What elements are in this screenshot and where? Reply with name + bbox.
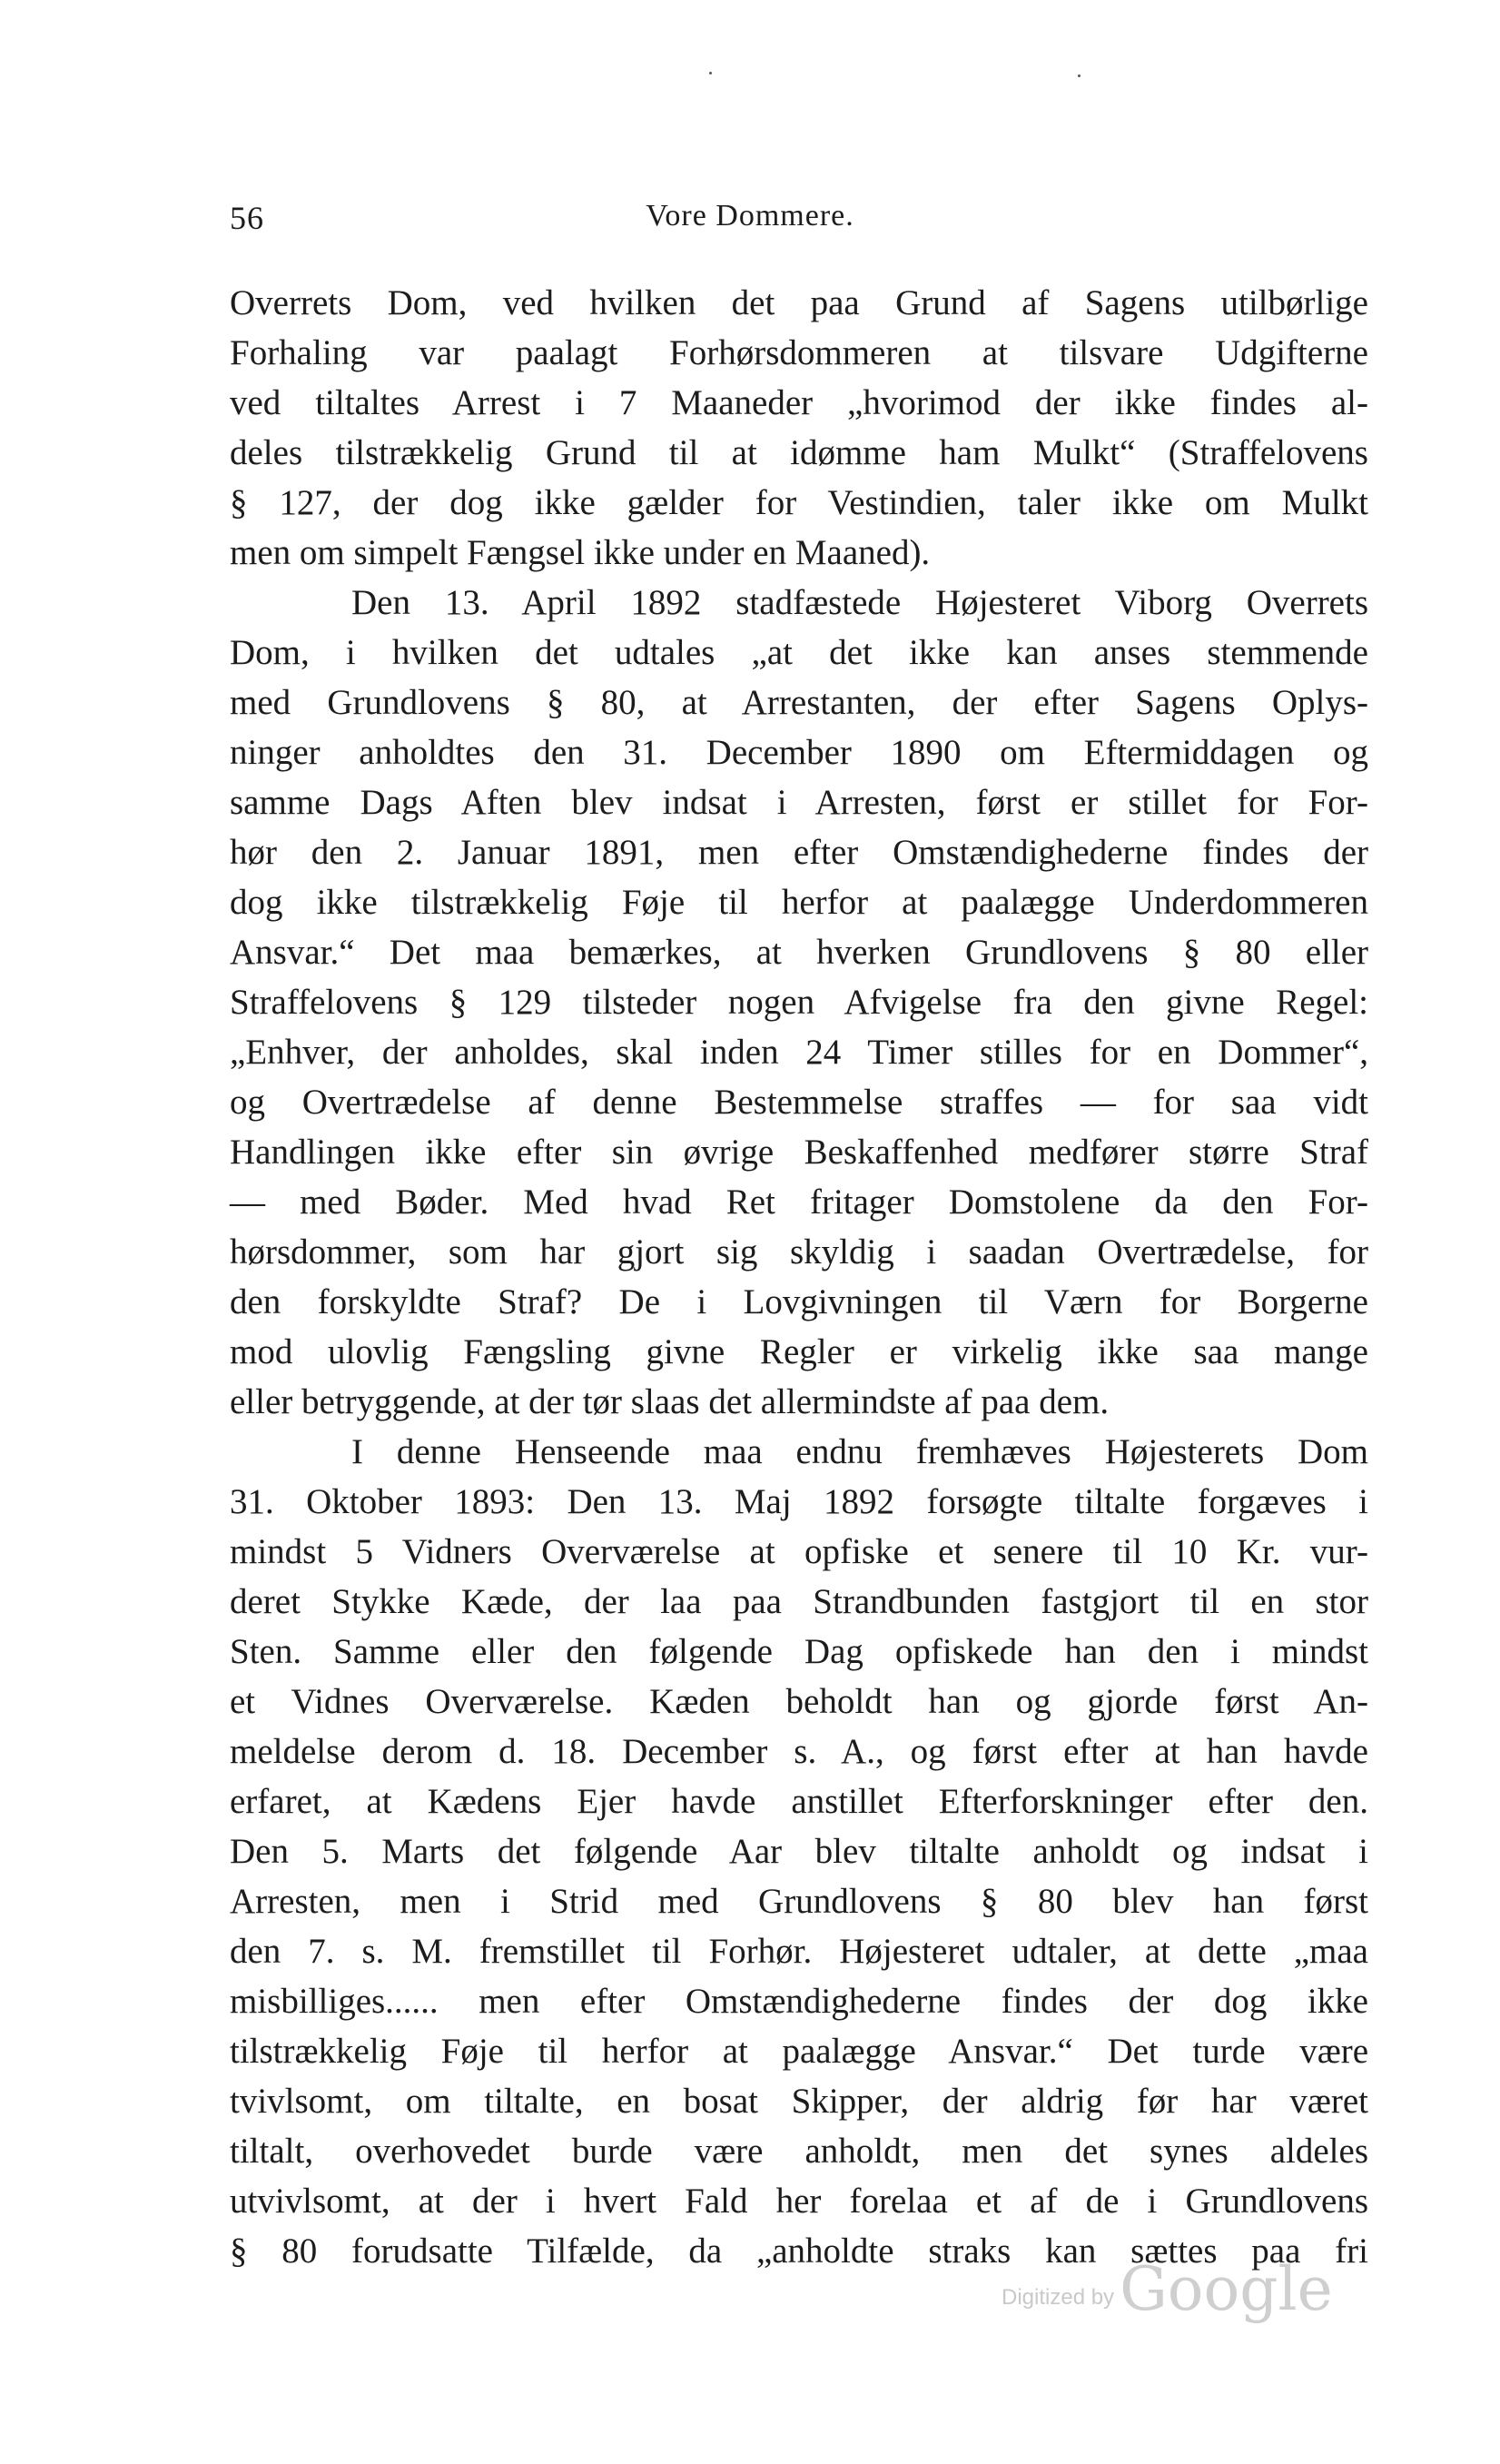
- text-line: dog ikke tilstrækkelig Føje til herfor at paalægge Underdommeren: [230, 883, 1368, 922]
- text-line: Arresten, men i Strid med Grundlovens § 80 blev han først: [230, 1882, 1368, 1921]
- text-line: Ansvar.“ Det maa bemærkes, at hverken Grundlovens § 80 eller: [230, 933, 1368, 972]
- text-line: utvivlsomt, at der i hvert Fald her forelaa et af de i Grundlovens: [230, 2182, 1368, 2221]
- text-line: § 80 forudsatte Tilfælde, da „anholdte straks kan sættes paa fri: [230, 2231, 1368, 2271]
- text-line: Handlingen ikke efter sin øvrige Beskaffenhed medfører større Straf: [230, 1133, 1368, 1172]
- text-line: Dom, i hvilken det udtales „at det ikke kan anses stemmende: [230, 633, 1368, 672]
- text-line: men om simpelt Fængsel ikke under en Maaned).: [230, 533, 931, 572]
- digitized-by-watermark: [1002, 2238, 1333, 2324]
- text-line: ninger anholdtes den 31. December 1890 om Eftermiddagen og: [230, 733, 1368, 772]
- text-line: — med Bøder. Med hvad Ret fritager Domstolene da den For-: [230, 1183, 1368, 1222]
- text-line: Overrets Dom, ved hvilken det paa Grund af Sagens utilbørlige: [230, 283, 1368, 322]
- text-line: Den 5. Marts det følgende Aar blev tiltalte anholdt og indsat i: [230, 1832, 1368, 1871]
- text-line: samme Dags Aften blev indsat i Arresten, først er stillet for For-: [230, 783, 1368, 822]
- text-line: eller betryggende, at der tør slaas det allermindste af paa dem.: [230, 1382, 1110, 1421]
- text-line: erfaret, at Kædens Ejer havde anstillet Efterforskninger efter den.: [230, 1782, 1368, 1821]
- text-line: tiltalt, overhovedet burde være anholdt, men det synes aldeles: [230, 2132, 1368, 2171]
- text-line: I denne Henseende maa endnu fremhæves Højesterets Dom: [351, 1432, 1368, 1471]
- text-line: tvivlsomt, om tiltalte, en bosat Skipper, der aldrig før har været: [230, 2082, 1368, 2121]
- text-line: Straffelovens § 129 tilsteder nogen Afvigelse fra den givne Regel:: [230, 983, 1368, 1022]
- text-line: § 127, der dog ikke gælder for Vestindien, taler ikke om Mulkt: [230, 483, 1368, 522]
- text-line: Forhaling var paalagt Forhørsdommeren at tilsvare Udgifterne: [230, 333, 1368, 372]
- text-line: misbilliges...... men efter Omstændighederne findes der dog ikke: [230, 1982, 1368, 2021]
- body-text: [230, 278, 1368, 2276]
- text-line: Den 13. April 1892 stadfæstede Højesteret Viborg Overrets: [351, 583, 1368, 622]
- text-line: 31. Oktober 1893: Den 13. Maj 1892 forsøgte tiltalte forgæves i: [230, 1482, 1368, 1521]
- text-line: og Overtrædelse af denne Bestemmelse straffes — for saa vidt: [230, 1083, 1368, 1122]
- paper-speck: [709, 72, 712, 74]
- text-line: tilstrækkelig Føje til herfor at paalægge Ansvar.“ Det turde være: [230, 2032, 1368, 2071]
- running-title: Vore Dommere.: [646, 199, 854, 233]
- text-line: deret Stykke Kæde, der laa paa Strandbunden fastgjort til en stor: [230, 1582, 1368, 1621]
- page-number: 56: [230, 200, 264, 236]
- text-line: mindst 5 Vidners Overværelse at opfiske et senere til 10 Kr. vur-: [230, 1532, 1368, 1571]
- digitized-by-label: Digitized by: [1002, 2285, 1115, 2310]
- text-line: deles tilstrækkelig Grund til at idømme ham Mulkt“ (Straffelovens: [230, 433, 1368, 472]
- text-line: et Vidnes Overværelse. Kæden beholdt han og gjorde først An-: [230, 1682, 1368, 1721]
- text-line: med Grundlovens § 80, at Arrestanten, der efter Sagens Oplys-: [230, 683, 1368, 722]
- google-logo: Google: [1120, 2254, 1333, 2324]
- text-line: ved tiltaltes Arrest i 7 Maaneder „hvorimod der ikke findes al-: [230, 383, 1368, 422]
- text-line: hør den 2. Januar 1891, men efter Omstændighederne findes der: [230, 833, 1368, 872]
- text-line: den 7. s. M. fremstillet til Forhør. Højesteret udtaler, at dette „maa: [230, 1932, 1368, 1971]
- text-line: hørsdommer, som har gjort sig skyldig i saadan Overtrædelse, for: [230, 1232, 1368, 1272]
- text-line: den forskyldte Straf? De i Lovgivningen til Værn for Borgerne: [230, 1282, 1368, 1321]
- text-line: „Enhver, der anholdes, skal inden 24 Timer stilles for en Dommer“,: [230, 1033, 1368, 1072]
- text-line: meldelse derom d. 18. December s. A., og først efter at han havde: [230, 1732, 1368, 1771]
- text-line: mod ulovlig Fængsling givne Regler er virkelig ikke saa mange: [230, 1332, 1368, 1371]
- paper-speck: [1078, 74, 1081, 77]
- text-line: Sten. Samme eller den følgende Dag opfiskede han den i mindst: [230, 1632, 1368, 1671]
